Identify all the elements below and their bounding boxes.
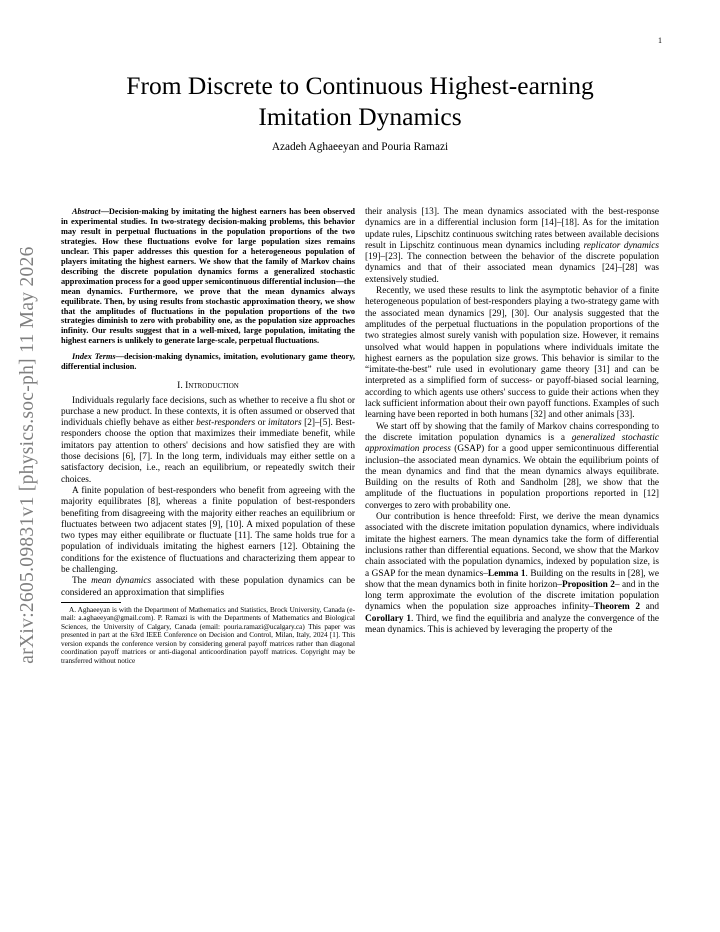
abstract-label: Abstract xyxy=(72,207,101,216)
abstract-text: —Decision-making by imitating the highest earners has been observed in experimental studies. In two-strategy decision-making problems, this behavior may result in perpetual fluctuations in the population proportions of the two strategies. How these fluctuations evolve for large population sizes remains unclear. This paper addresses this question for a heterogeneous population of players imitating the highest earners. We show that the family of Markov chains describing the discrete population dynamics forms a generalized stochastic approximation process for a good upper semicontinuous differential inclusion—the mean dynamics. Furthermore, we prove that the mean dynamics always equilibrate. Then, by using results from stochastic approximation theory, we show that the amplitudes of fluctuations in the population proportions of the two strategies diminish to zero with probability one, as the population size approaches infinity. Our results suggest that in a well-mixed, large population, imitating the highest earners is unlikely to generate large-scale, perpetual fluctuations. xyxy=(61,207,355,346)
abstract xyxy=(61,207,355,346)
title-line-1: From Discrete to Continuous Highest-earning xyxy=(126,71,594,100)
section-heading-introduction: I. Introduction xyxy=(177,380,239,392)
left-column xyxy=(61,207,355,665)
index-terms xyxy=(61,352,355,372)
intro-paragraph-6: We start off by showing that the family of Markov chains corresponding to the discrete imitation population dynamics is a generalized stochastic approximation process (GSAP) for a good upper semicontinuous differential inclusion–the associated mean dynamics. We obtain the equilibrium points of the mean dynamics and find that the mean dynamics always equilibrate. Building on the results of Roth and Sandholm [28], we show that the amplitude of the fluctuations in population proportions reported in [12] converges to zero with probability one. xyxy=(365,421,659,511)
intro-paragraph-5: Recently, we used these results to link the asymptotic behavior of a finite heterogeneous population of best-responders playing a two-strategy game with the associated mean dynamics [29], [30]. Our analysis suggested that the amplitudes of the perpetual fluctuations in the population proportions of the two strategies almost surely vanish with population size. However, it remains unsolved what would happen in populations where individuals imitate the highest earners as the population size grows. This behavior is similar to the “imitate-the-best” rule used in evolutionary game theory [31] and can be interpreted as a simplified form of success- or payoff-biased social learning, according to which agents use others' success to guide their actions when they lack sufficient information about their own payoff functions. Examples of such learning have been reported in both humans [32] and other animals [33]. xyxy=(365,286,659,421)
arxiv-identifier: arXiv:2605.09831v1 [physics.soc-ph] 11 May 2026 xyxy=(17,246,38,664)
paper-title xyxy=(60,70,660,132)
title-line-2: Imitation Dynamics xyxy=(258,102,462,131)
intro-paragraph-1: Individuals regularly face decisions, such as whether to receive a flu shot or purchase a new product. In these contexts, it is often assumed or observed that individuals chiefly behave as either best-responders or imitators [2]–[5]. Best-responders choose the option that maximizes their immediate benefit, while imitators pay attention to others' decisions and how satisfied they are with those decisions [6], [7]. In the long term, individuals may either settle on a satisfactory decision, i.e., reach an equilibrium, or repeatedly switch their choices. xyxy=(61,395,356,485)
authors: Azadeh Aghaeeyan and Pouria Ramazi xyxy=(271,141,449,153)
index-terms-label: Index Terms xyxy=(72,352,116,362)
footnote xyxy=(61,606,355,666)
intro-paragraph-4: their analysis [13]. The mean dynamics associated with the best-response dynamics are in a differential inclusion form [14]–[18]. As for the imitation update rules, Lipschitz continuous switching rates between available decisions result in Lipschitz continuous mean dynamics including replicator dynamics [19]–[23]. The connection between the behavior of the discrete population dynamics and that of their associated mean dynamics [24]–[28] was extensively studied. xyxy=(365,207,659,285)
right-column xyxy=(365,207,659,636)
arxiv-identifier-sidebar xyxy=(0,205,56,705)
index-terms-text: —decision-making dynamics, imitation, evolutionary game theory, differential inclusion. xyxy=(61,352,356,372)
intro-paragraph-3: The mean dynamics associated with these population dynamics can be considered an approximation that simplifies xyxy=(61,576,356,598)
footnote-rule xyxy=(61,602,121,603)
intro-paragraph-2: A finite population of best-responders who benefit from agreeing with the majority equilibrates [8], whereas a finite population of best-responders benefiting from disagreeing with the majority either reaches an equilibrium or fluctuates between two adjacent states [9], [10]. A mixed population of these two types may either equilibrate or fluctuate [11]. The same holds true for a population of individuals imitating the highest earners [12]. Obtaining the conditions for the existence of fluctuations and characterizing them appear to be challenging. xyxy=(61,485,355,575)
intro-paragraph-7: Our contribution is hence threefold: First, we derive the mean dynamics associated with the discrete imitation population dynamics, where individuals imitate the highest earners. The mean dynamics take the form of differential inclusions rather than differential equations. Second, we show that the Markov chain associated with the population dynamics, indexed by population size, is a GSAP for the mean dynamics–Lemma 1. Building on the results in [28], we show that the mean dynamics both in finite horizon–Proposition 2– and in the long term approximate the evolution of the discrete imitation population dynamics when the population size approaches infinity–Theorem 2 and Corollary 1. Third, we find the equilibria and analyze the convergence of the mean dynamics. This is achieved by leveraging the property of the xyxy=(365,512,660,635)
page-number: 1 xyxy=(658,36,662,45)
footnote-text: A. Aghaeeyan is with the Department of Mathematics and Statistics, Brock University, Canada (e-mail: a.aghaeeyan@gmail.com). P. Ramazi is with the Departments of Mathematics and Biological Sciences, the University of Calgary, Canada (email: pouria.ramazi@ucalgary.ca) This paper was presented in part at the 63rd IEEE Conference on Decision and Control, Milan, Italy, 2024 [1]. This version expands the conference version by considering general payoff matrices rather than diagonal coordination payoff matrices or anti-diagonal anticoordination payoff matrices. Copyright may be transferred without notice xyxy=(61,605,355,665)
